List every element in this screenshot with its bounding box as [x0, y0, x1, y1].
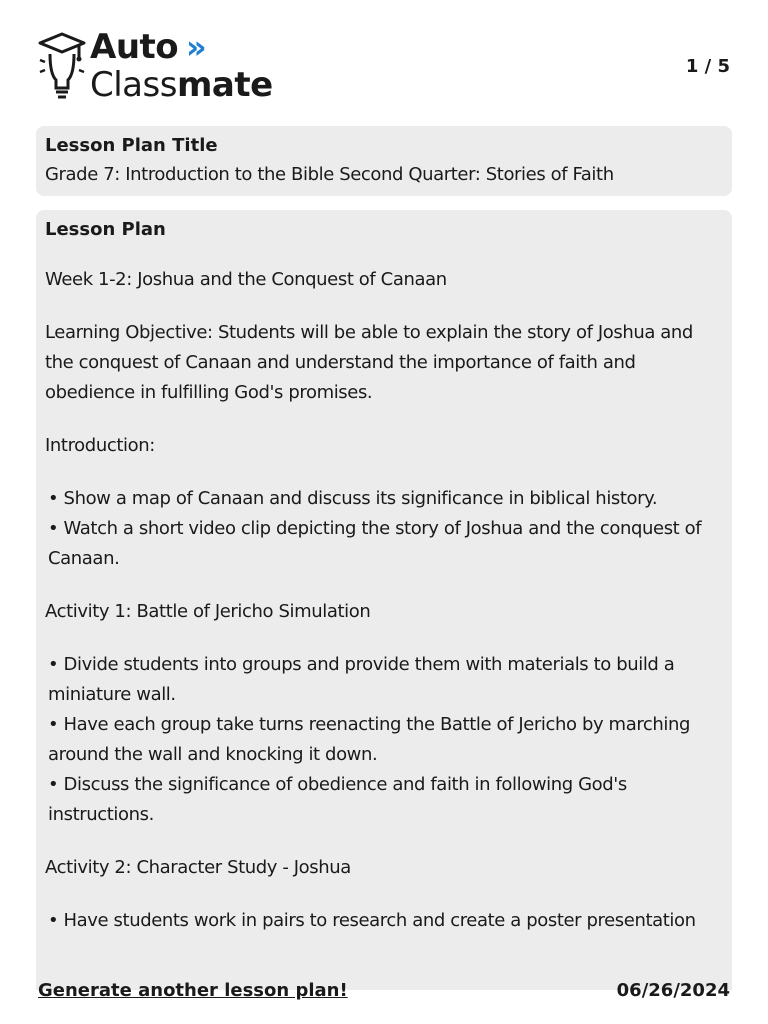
- brand-class-prefix: Class: [90, 65, 177, 105]
- introduction-heading: Introduction:: [45, 435, 155, 456]
- footer-date: 06/26/2024: [616, 980, 730, 1001]
- list-item: • Have each group take turns reenacting the Battle of Jericho by marching around the wall and knocking it down.: [48, 714, 691, 765]
- activity1-heading: Activity 1: Battle of Jericho Simulation: [45, 601, 371, 622]
- header: [36, 28, 736, 108]
- list-item: • Divide students into groups and provide them with materials to build a miniature wall.: [48, 654, 675, 705]
- lesson-title-card: [36, 126, 732, 196]
- lesson-title-label: Lesson Plan Title: [45, 135, 218, 156]
- lesson-title-value: Grade 7: Introduction to the Bible Second Quarter: Stories of Faith: [45, 164, 614, 185]
- lesson-plan-body: [45, 218, 723, 936]
- list-item: • Discuss the significance of obedience and faith in following God's instructions.: [48, 774, 627, 825]
- page-counter: 1 / 5: [685, 56, 730, 77]
- introduction-bullets: [45, 484, 723, 574]
- list-item: • Show a map of Canaan and discuss its significance in biblical history.: [48, 488, 658, 509]
- brand-chevron-icon: »: [186, 28, 207, 66]
- graduation-cap-lightbulb-icon: [38, 30, 86, 102]
- brand-class-suffix: mate: [176, 65, 273, 105]
- activity1-bullets: [45, 650, 723, 830]
- list-item: • Watch a short video clip depicting the story of Joshua and the conquest of Canaan.: [48, 518, 702, 569]
- learning-objective: Learning Objective: Students will be able to explain the story of Joshua and the conquest of Canaan and understand the importance of faith and obedience in fulfilling God's promises.: [45, 322, 693, 403]
- activity2-heading: Activity 2: Character Study - Joshua: [45, 857, 351, 878]
- activity2-bullets: [45, 906, 723, 936]
- brand-auto: Auto: [90, 27, 179, 67]
- week-heading: Week 1-2: Joshua and the Conquest of Canaan: [45, 269, 447, 290]
- lesson-plan-label: Lesson Plan: [45, 219, 166, 240]
- brand-classmate: [90, 66, 273, 104]
- lesson-plan-card: [36, 210, 732, 990]
- generate-another-link[interactable]: Generate another lesson plan!: [38, 980, 348, 1001]
- list-item: • Have students work in pairs to research and create a poster presentation: [48, 910, 696, 931]
